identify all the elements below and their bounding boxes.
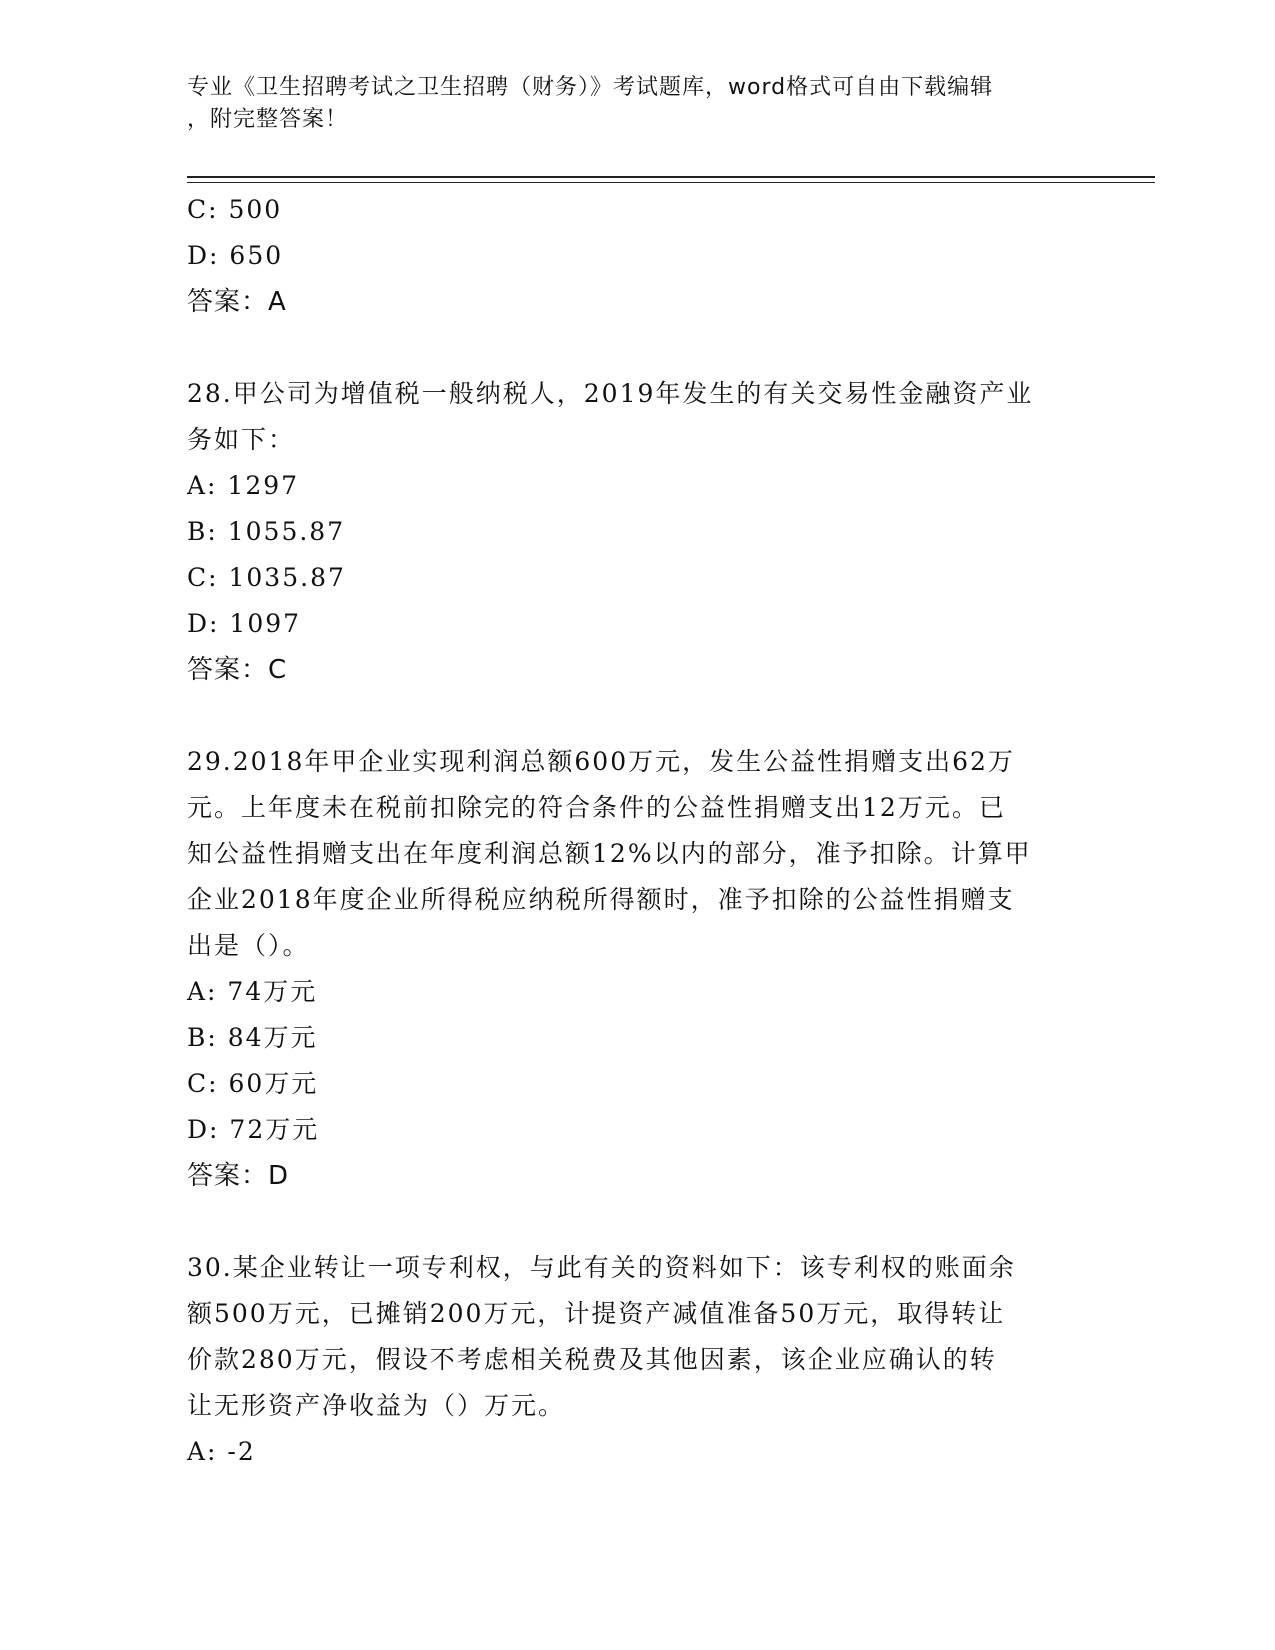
question-text-line: 价款280万元，假设不考虑相关税费及其他因素，该企业应确认的转	[187, 1345, 997, 1374]
document-body	[187, 187, 1087, 1475]
question-text-line: 28.甲公司为增值税一般纳税人，2019年发生的有关交易性金融资产业	[187, 379, 1034, 408]
question-text-line: 让无形资产净收益为（）万元。	[187, 1391, 566, 1420]
option-a: A: -2	[187, 1437, 256, 1466]
question-text-line: 出是（）。	[187, 931, 310, 960]
option-a: A: 74万元	[187, 977, 318, 1006]
option-a: A: 1297	[187, 471, 300, 500]
option-c: C: 500	[187, 195, 283, 224]
option-b: B: 84万元	[187, 1023, 318, 1052]
question-30	[187, 1245, 1087, 1475]
option-c: C: 1035.87	[187, 563, 346, 592]
answer-line: 答案：C	[187, 655, 288, 685]
question-28	[187, 371, 1087, 693]
page-header	[187, 72, 1067, 136]
question-text-line: 额500万元，已摊销200万元，计提资产减值准备50万元，取得转让	[187, 1299, 1006, 1328]
option-b: B: 1055.87	[187, 517, 346, 546]
answer-line: 答案：D	[187, 1161, 290, 1191]
question-text-line: 企业2018年度企业所得税应纳税所得额时，准予扣除的公益性捐赠支	[187, 885, 1015, 914]
question-text-line: 29.2018年甲企业实现利润总额600万元，发生公益性捐赠支出62万	[187, 747, 1015, 776]
question-text-line: 元。上年度未在税前扣除完的符合条件的公益性捐赠支出12万元。已	[187, 793, 1006, 822]
option-c: C: 60万元	[187, 1069, 319, 1098]
option-d: D: 1097	[187, 609, 302, 638]
option-d: D: 650	[187, 241, 284, 270]
header-line-1: 专业《卫生招聘考试之卫生招聘（财务）》考试题库，word格式可自由下载编辑	[187, 75, 994, 100]
option-d: D: 72万元	[187, 1115, 320, 1144]
question-text-line: 务如下：	[187, 425, 296, 454]
answer-line: 答案：A	[187, 287, 287, 317]
header-line-2: ，附完整答案！	[187, 107, 349, 132]
question-text-line: 30.某企业转让一项专利权，与此有关的资料如下：该专利权的账面余	[187, 1253, 1016, 1282]
header-divider	[187, 176, 1155, 183]
question-text-line: 知公益性捐赠支出在年度利润总额12%以内的部分，准予扣除。计算甲	[187, 839, 1032, 868]
question-29	[187, 739, 1087, 1199]
